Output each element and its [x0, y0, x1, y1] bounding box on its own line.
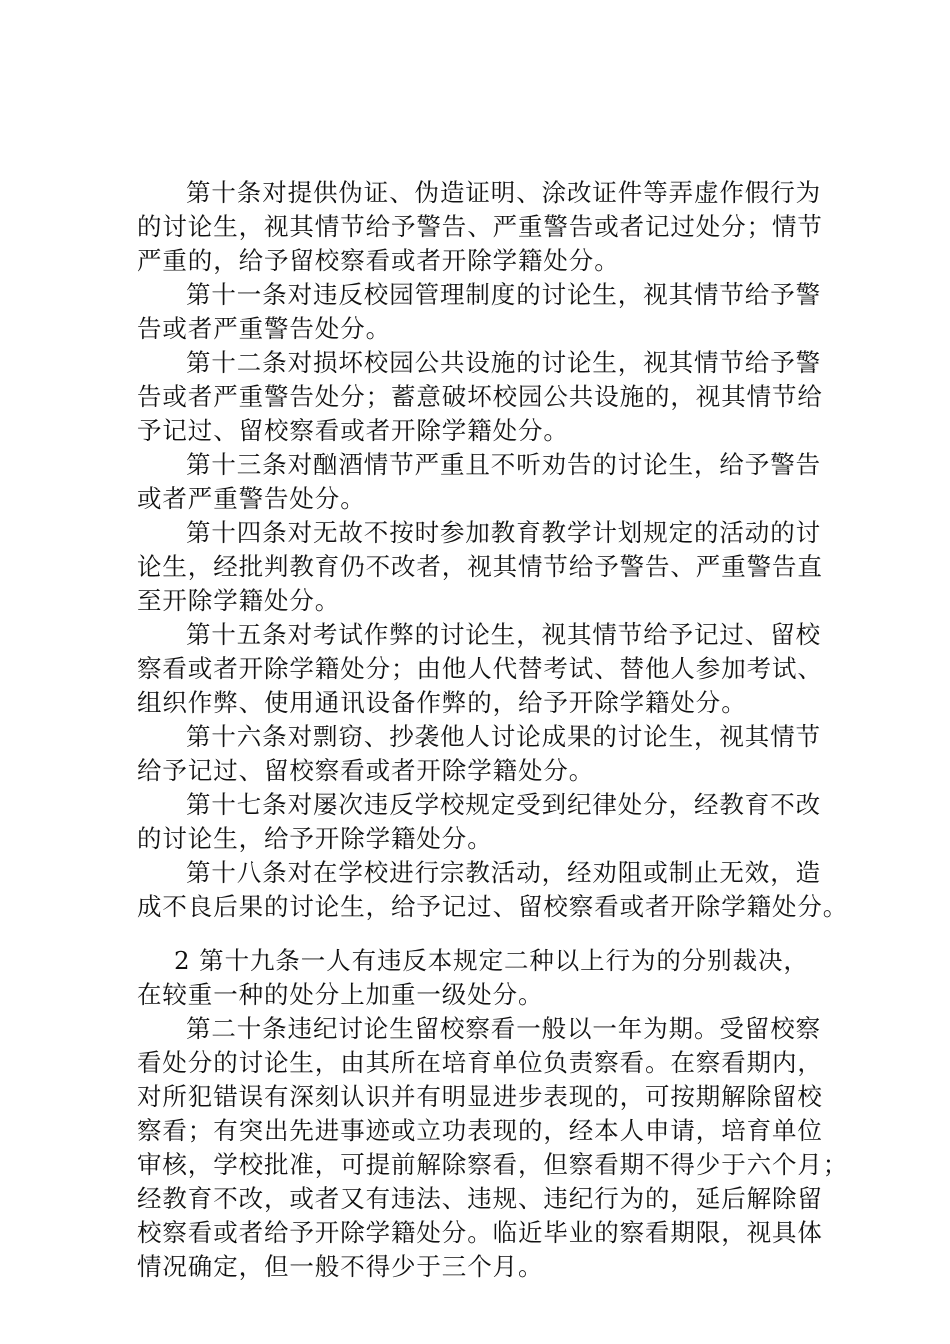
text-line: 情况确定，但一般不得少于三个月。 — [137, 1252, 544, 1281]
text-line: 告或者严重警告处分。 — [137, 314, 391, 343]
text-line: 组织作弊、使用通讯设备作弊的，给予开除学籍处分。 — [137, 688, 747, 717]
text-line: 在较重一种的处分上加重一级处分。 — [137, 980, 544, 1009]
text-line: 第十条对提供伪证、伪造证明、涂改证件等弄虚作假行为 — [186, 178, 821, 207]
text-line: 予记过、留校察看或者开除学籍处分。 — [137, 416, 569, 445]
text-line: 告或者严重警告处分；蓄意破坏校园公共设施的，视其情节给 — [137, 382, 823, 411]
text-line: 第十三条对酗酒情节严重且不听劝告的讨论生，给予警告 — [186, 450, 821, 479]
text-line: 对所犯错误有深刻认识并有明显进步表现的，可按期解除留校 — [137, 1082, 823, 1111]
text-line: 第二十条违纪讨论生留校察看一般以一年为期。受留校察 — [186, 1014, 821, 1043]
text-line: 成不良后果的讨论生，给予记过、留校察看或者开除学籍处分。 — [137, 892, 849, 921]
text-line: 经教育不改，或者又有违法、违规、违纪行为的，延后解除留 — [137, 1184, 823, 1213]
text-line: 至开除学籍处分。 — [137, 586, 341, 615]
text-line: 看处分的讨论生，由其所在培育单位负责察看。在察看期内， — [137, 1048, 823, 1077]
text-line: 第十一条对违反校园管理制度的讨论生，视其情节给予警 — [186, 280, 821, 309]
text-line: 论生，经批判教育仍不改者，视其情节给予警告、严重警告直 — [137, 552, 823, 581]
text-line: 或者严重警告处分。 — [137, 484, 366, 513]
text-line: 的讨论生，给予开除学籍处分。 — [137, 824, 493, 853]
text-line: 第十七条对屡次违反学校规定受到纪律处分，经教育不改 — [186, 790, 821, 819]
text-line: 审核，学校批准，可提前解除察看，但察看期不得少于六个月； — [137, 1150, 849, 1179]
text-line: 察看；有突出先进事迹或立功表现的，经本人申请，培育单位 — [137, 1116, 823, 1145]
text-line: 第十五条对考试作弊的讨论生，视其情节给予记过、留校 — [186, 620, 821, 649]
text-line: 第十四条对无故不按时参加教育教学计划规定的活动的讨 — [186, 518, 821, 547]
text-line: 严重的，给予留校察看或者开除学籍处分。 — [137, 246, 620, 275]
text-line: 给予记过、留校察看或者开除学籍处分。 — [137, 756, 595, 785]
text-line: 的讨论生，视其情节给予警告、严重警告或者记过处分；情节 — [137, 212, 823, 241]
text-line: 第十二条对损坏校园公共设施的讨论生，视其情节给予警 — [186, 348, 821, 377]
text-line: 第十八条对在学校进行宗教活动，经劝阻或制止无效，造 — [186, 858, 821, 887]
text-line: 第十六条对剽窃、抄袭他人讨论成果的讨论生，视其情节 — [186, 722, 821, 751]
text-line: 察看或者开除学籍处分；由他人代替考试、替他人参加考试、 — [137, 654, 823, 683]
text-line: 2 第十九条一人有违反本规定二种以上行为的分别裁决， — [174, 946, 809, 975]
text-line: 校察看或者给予开除学籍处分。临近毕业的察看期限，视具体 — [137, 1218, 823, 1247]
